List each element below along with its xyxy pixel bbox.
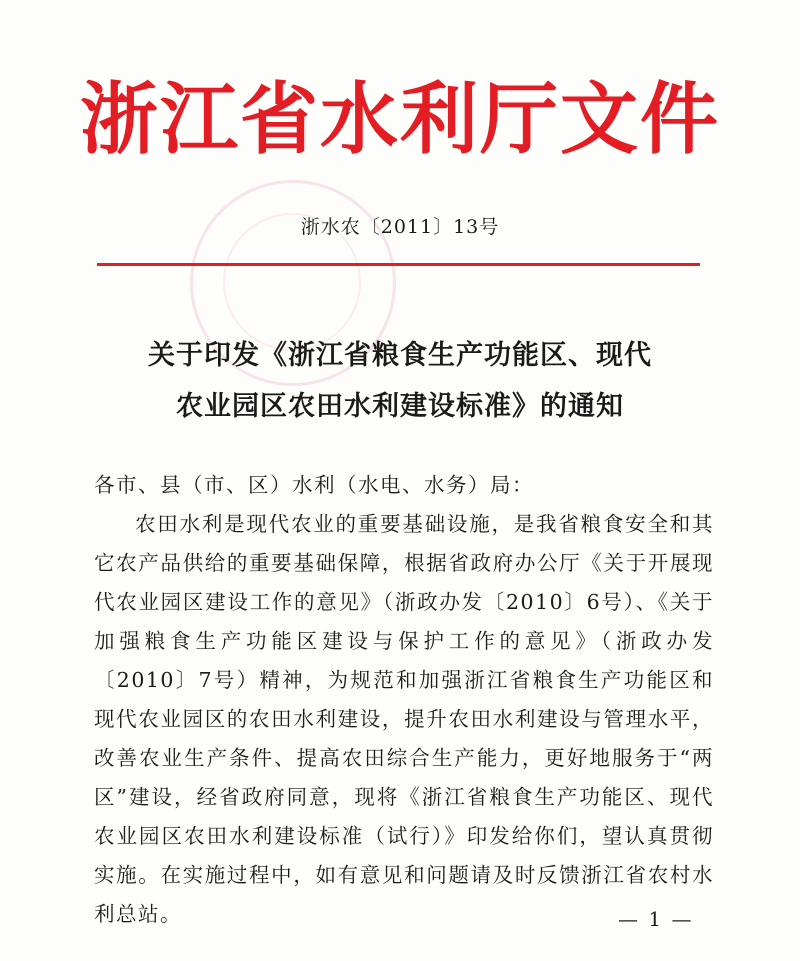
addressee: 各市、县（市、区）水利（水电、水务）局： bbox=[94, 473, 534, 497]
notice-title-line-1: 关于印发《浙江省粮食生产功能区、现代 bbox=[148, 340, 652, 371]
document-body bbox=[94, 466, 714, 934]
notice-title-line-2: 农业园区农田水利建设标准》的通知 bbox=[176, 391, 624, 422]
red-divider-line bbox=[97, 263, 700, 266]
document-header-title: 浙江省水利厅文件 bbox=[79, 75, 720, 165]
page-number: — 1 — bbox=[618, 907, 694, 931]
body-paragraph: 农田水利是现代农业的重要基础设施，是我省粮食安全和其它农产品供给的重要基础保障，根据省政府办公厅《关于开展现代农业园区建设工作的意见》（浙政办发〔2010〕6号）、《关于加强粮食生产功能区建设与保护工作的意见》（浙政办发〔2010〕7号）精神，为规范和加强浙江省粮食生产功能区和现代农业园区的农田水利建设，提升农田水利建设与管理水平，改善农业生产条件、提高农田综合生产能力，更好地服务于“两区”建设，经省政府同意，现将《浙江省粮食生产功能区、现代农业园区农田水利建设标准（试行）》印发给你们，望认真贯彻实施。在实施过程中，如有意见和问题请及时反馈浙江省农村水利总站。 bbox=[94, 512, 714, 926]
document-number: 浙水农〔2011〕13号 bbox=[300, 216, 500, 238]
